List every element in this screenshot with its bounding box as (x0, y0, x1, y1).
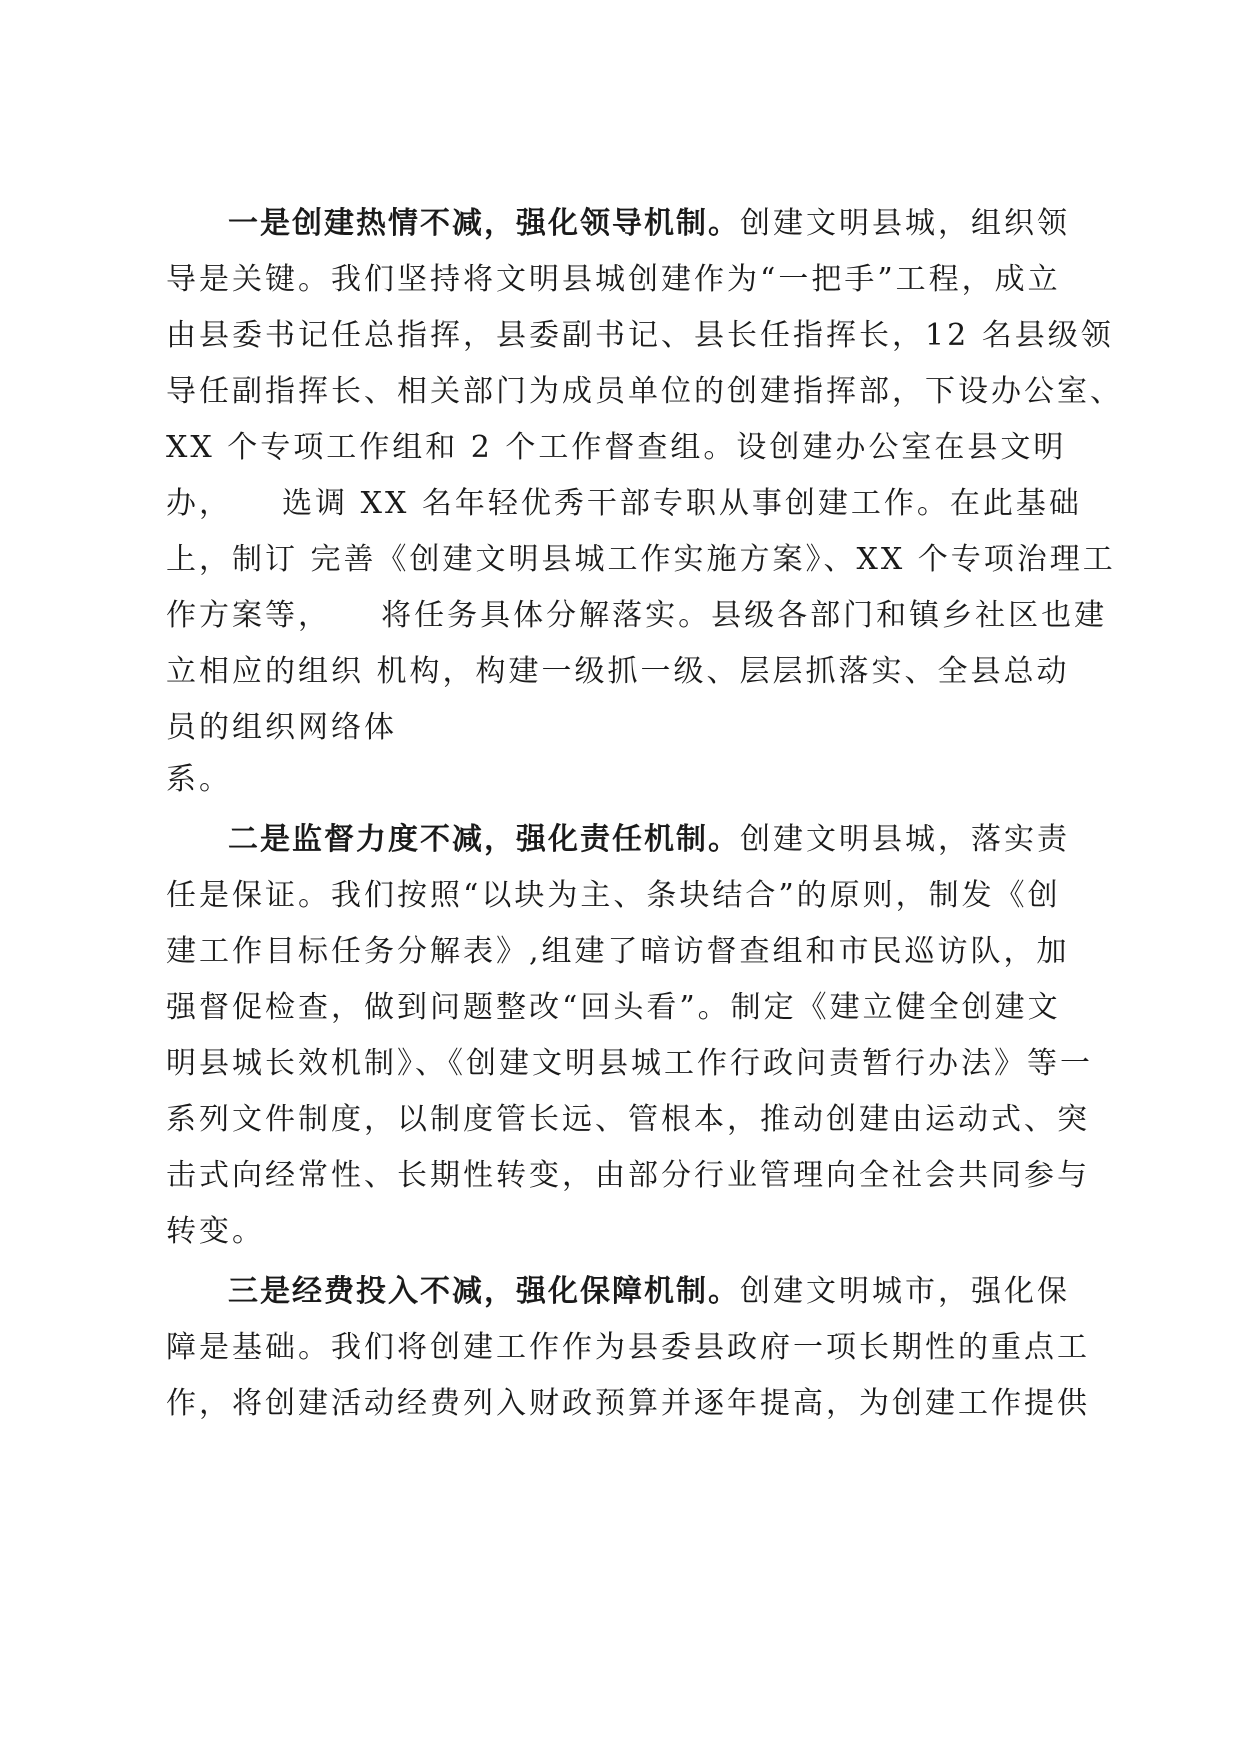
paragraph-2-lead: 二是监督力度不减，强化责任机制。 (228, 822, 740, 857)
paragraph-3-line-1 (228, 1264, 1070, 1320)
paragraph-1-text: 创建文明县城，组织领 (740, 206, 1070, 241)
paragraph-2-line-1 (228, 812, 1070, 868)
paragraph-1-line-9: 立相应的组织 机构，构建一级抓一级、层层抓落实、全县总动 (166, 654, 1070, 689)
paragraph-2-line-4: 强督促检查，做到问题整改“回头看”。制定《建立健全创建文 (166, 990, 1061, 1025)
paragraph-1-line-8: 作方案等， 将任务具体分解落实。县级各部门和镇乡社区也建 (166, 598, 1108, 633)
paragraph-2-line-2: 任是保证。我们按照“以块为主、条块结合”的原则，制发《创 (166, 878, 1061, 913)
paragraph-2-line-8: 转变。 (166, 1214, 265, 1249)
paragraph-2-text: 创建文明县城，落实责 (740, 822, 1070, 857)
paragraph-1-line-7: 上，制订 完善《创建文明县城工作实施方案》、XX 个专项治理工 (166, 542, 1116, 577)
paragraph-3-text: 创建文明城市，强化保 (740, 1274, 1070, 1309)
paragraph-3-line-3: 作，将创建活动经费列入财政预算并逐年提高，为创建工作提供 (166, 1386, 1090, 1421)
paragraph-1-line-10: 员的组织网络体 (166, 710, 397, 745)
paragraph-2-line-5: 明县城长效机制》、《创建文明县城工作行政问责暂行办法》等一 (166, 1046, 1093, 1081)
paragraph-1-line-5: XX 个专项工作组和 2 个工作督查组。设创建办公室在县文明 (166, 430, 1067, 465)
paragraph-1-line-4: 导任副指挥长、相关部门为成员单位的创建指挥部，下设办公室、 (166, 374, 1123, 409)
paragraph-1-line-2: 导是关键。我们坚持将文明县城创建作为“一把手”工程，成立 (166, 262, 1061, 297)
paragraph-3-lead: 三是经费投入不减，强化保障机制。 (228, 1274, 740, 1309)
paragraph-2-line-6: 系列文件制度，以制度管长远、管根本，推动创建由运动式、突 (166, 1102, 1090, 1137)
paragraph-1-line-6: 办， 选调 XX 名年轻优秀干部专职从事创建工作。在此基础 (166, 486, 1082, 521)
paragraph-1-line-1 (228, 196, 1070, 252)
paragraph-1-line-11: 系。 (166, 762, 232, 797)
paragraph-1-lead: 一是创建热情不减，强化领导机制。 (228, 206, 740, 241)
paragraph-2-line-3: 建工作目标任务分解表》,组建了暗访督查组和市民巡访队，加 (166, 934, 1070, 969)
paragraph-1-line-3: 由县委书记任总指挥，县委副书记、县长任指挥长，12 名县级领 (166, 318, 1114, 353)
paragraph-3-line-2: 障是基础。我们将创建工作作为县委县政府一项长期性的重点工 (166, 1330, 1090, 1365)
paragraph-2-line-7: 击式向经常性、长期性转变，由部分行业管理向全社会共同参与 (166, 1158, 1090, 1193)
